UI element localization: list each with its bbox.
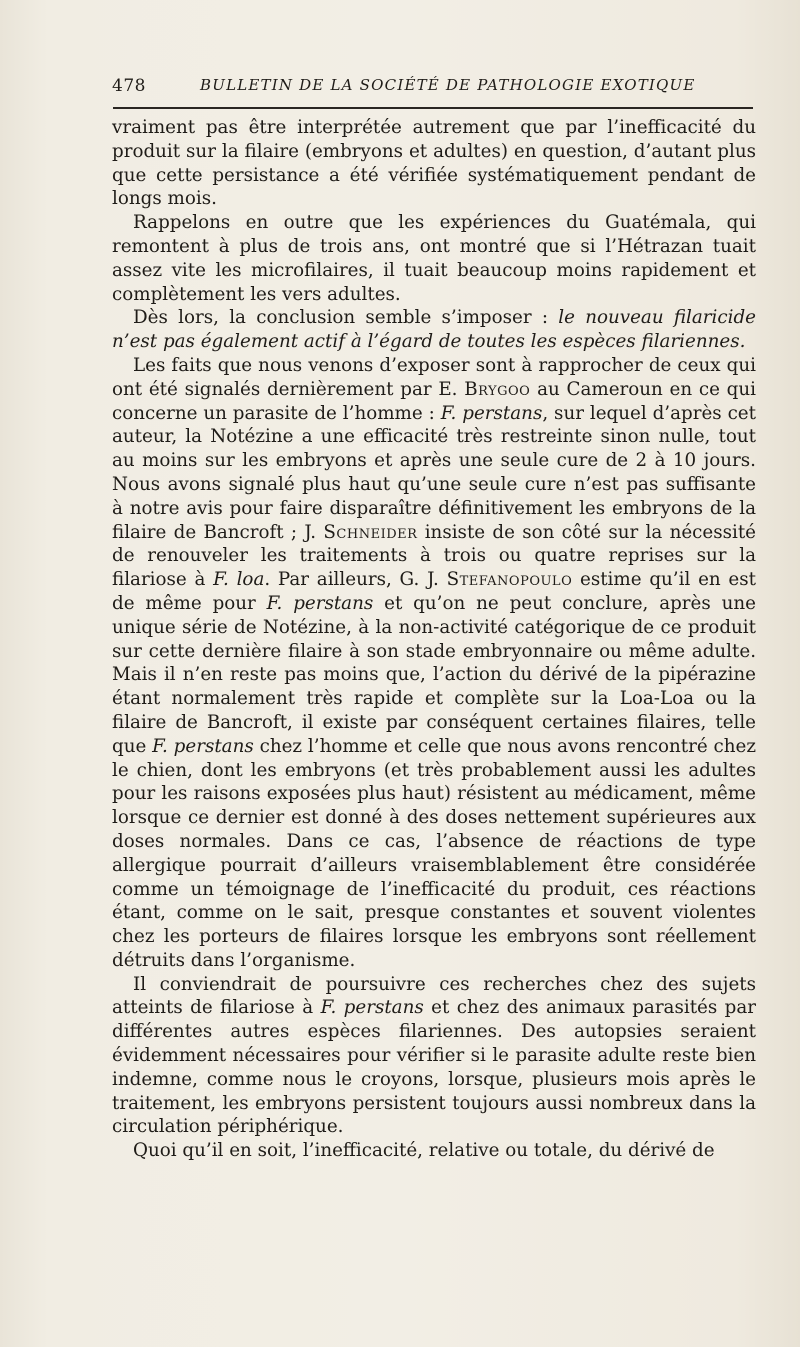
paragraph-3: [112, 306, 756, 354]
author-schneider: Schneider: [323, 521, 418, 543]
paragraph-6: [112, 1139, 756, 1163]
species-loa: F. loa: [213, 569, 265, 591]
paragraph-4-part-8: chez l’homme et celle que nous avons rencontré chez le chien, dont les embryons (et très probablement aussi les adultes pour les raisons exposées plus haut) résistent au médicament, même lorsque ce dernier est donné à des doses nettement supérieures aux doses normales. Dans ce cas, l’absence de réactions de type allergique pourrait d’ailleurs vraisemblablement être considérée comme un témoignage de l’inefficacité du produit, ces réactions étant, comme on le sait, presque constantes et souvent violentes chez les porteurs de filaires lorsque les embryons sont réellement détruits dans l’organisme.: [112, 735, 756, 971]
paragraph-4-part-7: et qu’on ne peut conclure, après une unique série de Notézine, à la non-activité catégorique de ce produit sur cette dernière filaire à son stade embryonnaire ou même adulte. Mais il n’en reste pas moins que, l’action du dérivé de la pipérazine étant normalement très rapide et complète sur la Loa-Loa ou la filaire de Bancroft, il existe par conséquent certaines filaires, telle que: [112, 592, 756, 757]
paragraph-4-part-5: . Par ailleurs, G. J.: [264, 569, 447, 591]
paragraph-3-lead: Dès lors, la conclusion semble s’imposer :: [133, 307, 559, 329]
conclusion-italic: le nouveau filaricide n’est pas également actif à l’égard de toutes les espèces filariennes.: [112, 307, 756, 353]
paragraph-5: [112, 973, 756, 1140]
paragraph-1-text: vraiment pas être interprétée autrement que par l’inefficacité du produit sur la filaire (embryons et adultes) en question, d’autant plus que cette persistance a été vérifiée systématiquement pendant de longs mois.: [112, 117, 756, 210]
paragraph-5-part-2: et chez des animaux parasités par différentes autres espèces filariennes. Des autopsies seraient évidemment nécessaires pour vérifier si le parasite adulte reste bien indemne, comme nous le croyons, lorsque, plusieurs mois après le traitement, les embryons persistent toujours aussi nombreux dans la circulation périphérique.: [112, 997, 756, 1138]
body-text: [112, 116, 756, 1163]
species-perstans-2: F. perstans: [266, 592, 374, 614]
species-perstans-1: F. perstans: [440, 402, 543, 424]
paragraph-2-text: Rappelons en outre que les expériences du Guatémala, qui remontent à plus de trois ans, ont montré que si l’Hétrazan tuait assez vite les microfilaires, il tuait beaucoup moins rapidement et complètement les vers adultes.: [112, 212, 756, 305]
paragraph-4: [112, 354, 756, 973]
paragraph-4-part-4: insiste de son côté sur la nécessité de renouveler les traitements à trois ou quatre reprises sur la filariose à: [112, 521, 756, 591]
species-perstans-4: F. perstans: [320, 997, 424, 1019]
journal-title: BULLETIN DE LA SOCIÉTÉ DE PATHOLOGIE EXOTIQUE: [200, 76, 696, 94]
paragraph-4-part-1: Les faits que nous venons d’exposer sont à rapprocher de ceux qui ont été signalés dernièrement par E.: [112, 354, 756, 400]
paragraph-6-text: Quoi qu’il en soit, l’inefficacité, relative ou totale, du dérivé de: [133, 1140, 715, 1162]
paragraph-5-part-1: Il conviendrait de poursuivre ces recherches chez des sujets atteints de filariose à: [112, 973, 756, 1019]
paragraph-4-part-6: estime qu’il en est de même pour: [112, 569, 756, 614]
paragraph-4-part-2: au Cameroun en ce qui concerne un parasite de l’homme :: [112, 378, 756, 424]
author-stefanopoulo: Stefanopoulo: [446, 569, 573, 591]
author-brygoo: Brygoo: [464, 378, 531, 400]
paragraph-4-part-3: , sur lequel d’après cet auteur, la Notézine a une efficacité très restreinte sinon nulle, tout au moins sur les embryons et après une seule cure de 2 à 10 jours. Nous avons signalé plus haut qu’une seule cure n’est pas suffisante à notre avis pour faire disparaître définitivement les embryons de la filaire de Bancroft ; J.: [112, 402, 756, 543]
paragraph-2: [112, 211, 756, 306]
page-number: 478: [112, 76, 146, 96]
species-perstans-3: F. perstans: [152, 735, 254, 757]
paragraph-1: [112, 116, 756, 211]
header-rule: [113, 107, 753, 109]
running-head: [112, 74, 752, 104]
